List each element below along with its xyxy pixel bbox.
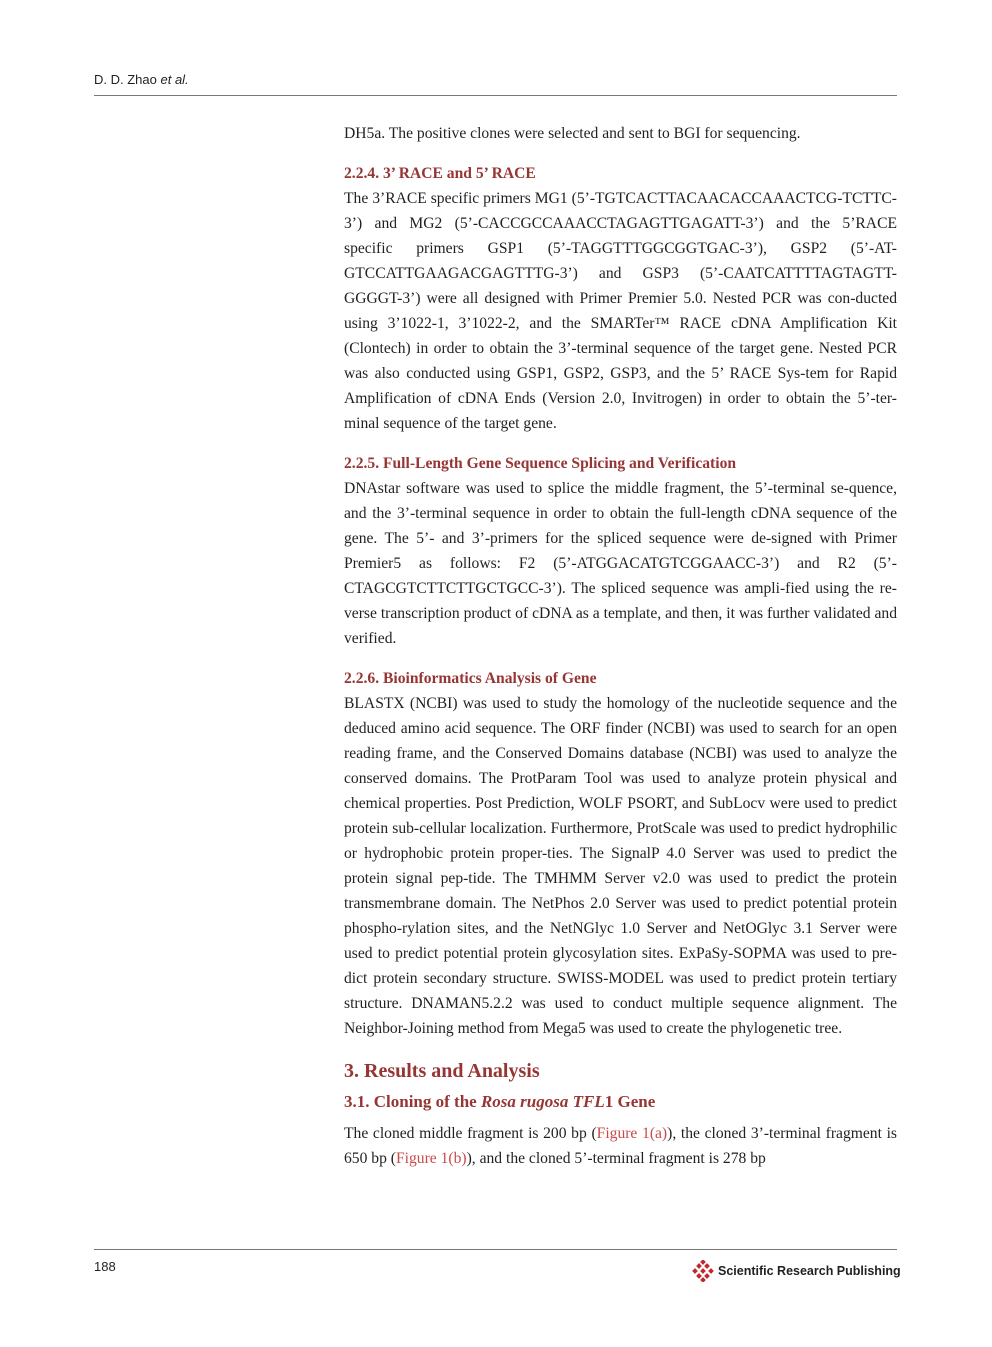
running-head bbox=[94, 72, 189, 87]
author-name: D. D. Zhao bbox=[94, 72, 157, 87]
figure-1b-link[interactable]: Figure 1(b) bbox=[395, 1150, 467, 1167]
intro-paragraph: DH5a. The positive clones were selected and sent to BGI for sequencing. bbox=[344, 125, 801, 142]
footer-rule bbox=[94, 1249, 897, 1250]
figure-1a-link[interactable]: Figure 1(a) bbox=[596, 1125, 668, 1142]
heading-2-2-5: 2.2.5. Full-Length Gene Sequence Splicing and Verification bbox=[344, 455, 737, 472]
heading-2-2-6: 2.2.6. Bioinformatics Analysis of Gene bbox=[344, 670, 597, 687]
heading-3-1 bbox=[344, 1089, 897, 1115]
paragraph-2-2-4: The 3’RACE specific primers MG1 (5’-TGTCACTTACAACACCAAACTCG-TCTTC-3’) and MG2 (5’-CACCGCCAAACCTAGAGTTGAGATT-3’) and the 5’RACE specific primers GSP1 (5’-TAGGTTTGGCGGTGAC-3’), GSP2 (5’-AT-GTCCATTGAAGACGAGTTTG-3’) and GSP3 (5’-CAATCATTTTAGTAGTT-GGGGT-3’) were all designed with Primer Premier 5.0. Nested PCR was con-ducted using 3’1022-1, 3’1022-2, and the SMARTer™ RACE cDNA Amplification Kit (Clontech) in order to obtain the 3’-terminal sequence of the target gene. Nested PCR was also conducted using GSP1, GSP2, GSP3, and the 5’ RACE Sys-tem for Rapid Amplification of cDNA Ends (Version 2.0, Invitrogen) in order to obtain the 5’-ter-minal sequence of the target gene. bbox=[344, 190, 897, 432]
publisher-logo bbox=[692, 1260, 901, 1282]
heading-3-results: 3. Results and Analysis bbox=[344, 1060, 540, 1082]
author-etal: et al. bbox=[160, 72, 189, 87]
publisher-name: Scientific Research Publishing bbox=[718, 1264, 901, 1278]
paragraph-3-1 bbox=[344, 1121, 897, 1171]
p31-text-3: ), and the cloned 5’-terminal fragment is 278 bp bbox=[466, 1150, 766, 1167]
heading-3-1-pre: 3.1. Cloning of the bbox=[344, 1092, 481, 1111]
paragraph-2-2-5: DNAstar software was used to splice the middle fragment, the 5’-terminal se-quence, and the 3’-terminal sequence in order to obtain the full-length cDNA sequence of the gene. The 5’- and 3’-primers for the spliced sequence were de-signed with Primer Premier5 as follows: F2 (5’-ATGGACATGTCGGAACC-3’) and R2 (5’-CTAGCGTCTTCTTGCTGCC-3’). The spliced sequence was ampli-fied using the re-verse transcription product of cDNA as a template, and then, it was further validated and verified. bbox=[344, 480, 897, 647]
p31-text-1: The cloned middle fragment is 200 bp ( bbox=[344, 1125, 597, 1142]
heading-3-1-species: Rosa rugosa TFL bbox=[480, 1092, 605, 1111]
paragraph-2-2-6: BLASTX (NCBI) was used to study the homology of the nucleotide sequence and the deduced amino acid sequence. The ORF finder (NCBI) was used to search for an open reading frame, and the Conserved Domains database (NCBI) was used to analyze the conserved domains. The ProtParam Tool was used to analyze protein physical and chemical properties. Post Prediction, WOLF PSORT, and SubLocv were used to predict protein sub-cellular localization. Furthermore, ProtScale was used to predict hydrophilic or hydrophobic protein proper-ties. The SignalP 4.0 Server was used to predict the protein signal pep-tide. The TMHMM Server v2.0 was used to predict the protein transmembrane domain. The NetPhos 2.0 Server was used to predict potential protein phospho-rylation sites, and the NetNGlyc 1.0 Server and NetOGlyc 3.1 Server were used to predict potential protein glycosylation sites. ExPaSy-SOPMA was used to pre-dict protein secondary structure. SWISS-MODEL was used to predict protein tertiary structure. DNAMAN5.2.2 was used to conduct multiple sequence alignment. The Neighbor-Joining method from Mega5 was used to create the phylogenetic tree. bbox=[344, 695, 897, 1037]
page-number: 188 bbox=[94, 1259, 116, 1274]
header-rule bbox=[94, 95, 897, 96]
p31-text-2: ), the cloned 3’-terminal fragment is 650 bp ( bbox=[344, 1125, 897, 1167]
heading-2-2-4: 2.2.4. 3’ RACE and 5’ RACE bbox=[344, 165, 536, 182]
heading-3-1-post: 1 Gene bbox=[604, 1092, 656, 1111]
scirp-logo-icon bbox=[692, 1260, 714, 1282]
main-column bbox=[344, 121, 897, 1171]
